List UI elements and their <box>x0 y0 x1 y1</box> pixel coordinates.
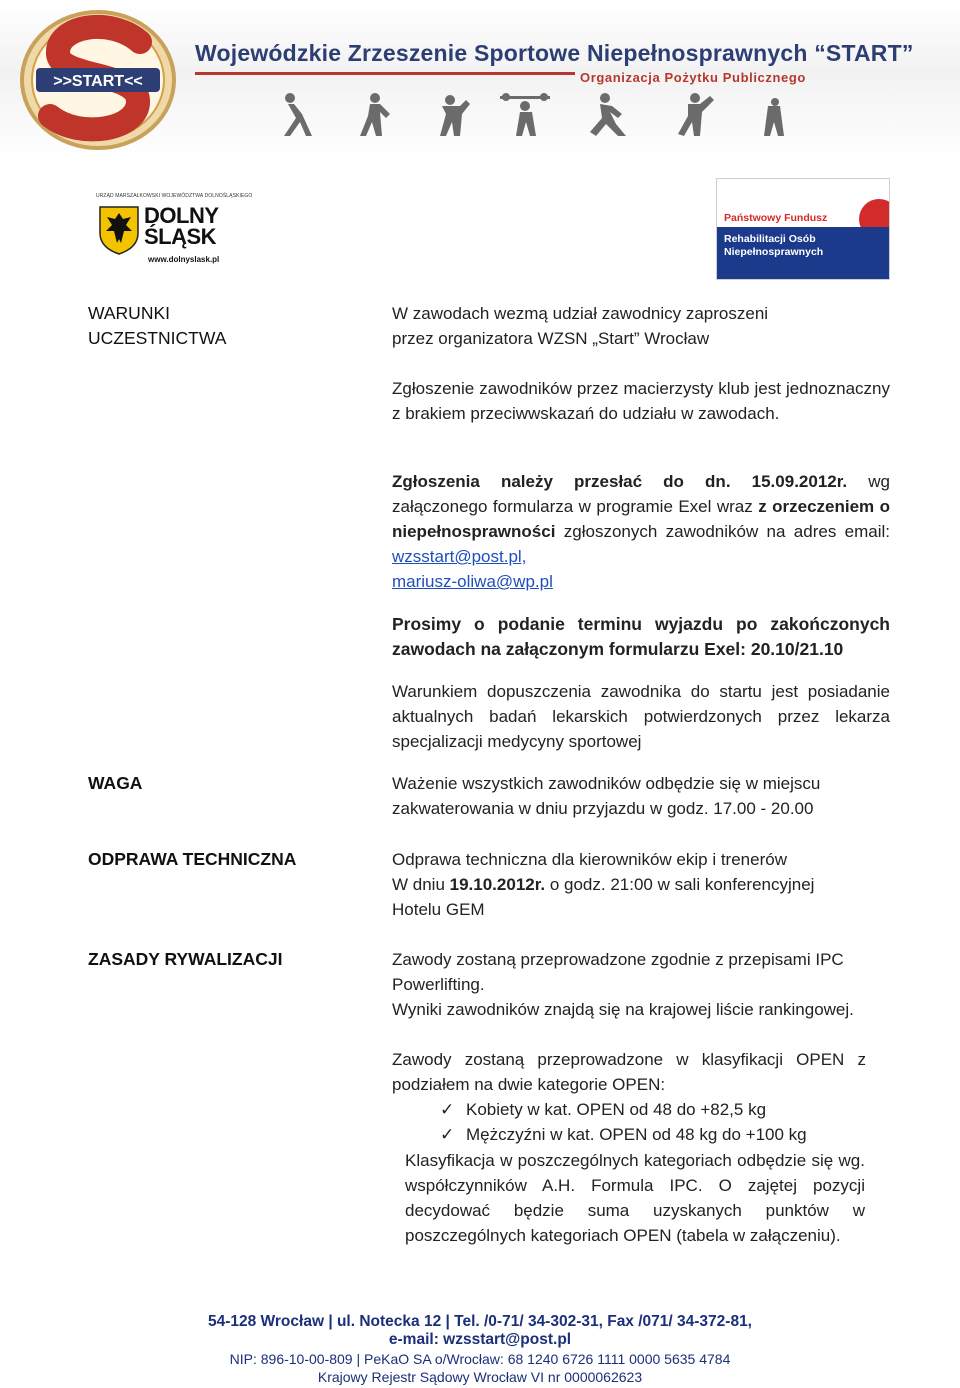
dolny-slask-line2: ŚLĄSK <box>144 224 217 249</box>
odprawa-line-1: Odprawa techniczna dla kierowników ekip i trenerów <box>392 850 787 869</box>
footer-bank: NIP: 896-10-00-809 | PeKaO SA o/Wrocław: 68 1240 6726 1111 0000 5635 4784 <box>229 1351 731 1367</box>
eagle-crest-icon <box>98 205 140 255</box>
org-subtitle: Organizacja Pożytku Publicznego <box>580 70 806 85</box>
category-women: Kobiety w kat. OPEN od 48 do +82,5 kg <box>466 1100 767 1119</box>
pfron-line3: Niepełnosprawnych <box>724 246 824 258</box>
org-title-rule <box>195 72 575 75</box>
pfron-flag-icon <box>857 179 889 227</box>
odprawa-time: o godz. 21:00 w sali konferencyjnej <box>545 875 815 894</box>
section-label-warunki <box>88 301 226 351</box>
odprawa-date: 19.10.2012r. <box>449 875 546 894</box>
list-item <box>440 1097 807 1122</box>
footer-address: 54-128 Wrocław | ul. Notecka 12 | Tel. /0-71/ 34-302-31, Fax /071/ 34-372-81, <box>207 1313 752 1330</box>
warunki-paragraph-5: Warunkiem dopuszczenia zawodnika do startu jest posiadanie aktualnych badań lekarskich potwierdzonych przez lekarza specjalizacji medycyny sportowej <box>392 682 890 751</box>
zasady-paragraph-3: Zawody zostaną przeprowadzone w klasyfikacji OPEN z podziałem na dwie kategorie OPEN: <box>392 1050 866 1094</box>
section-label-zasady: ZASADY RYWALIZACJI <box>88 949 283 969</box>
email-link-wzsstart[interactable]: wzsstart@post.pl, <box>392 547 527 566</box>
dolny-slask-logo <box>96 193 253 268</box>
email-link-oliwa[interactable]: mariusz-oliwa@wp.pl <box>392 572 553 591</box>
odprawa-paragraph <box>392 847 890 922</box>
form-text: wg załączonego formularza w programie Exel wraz <box>392 472 890 516</box>
section-label-odprawa: ODPRAWA TECHNICZNA <box>88 849 297 869</box>
dolny-slask-office: URZĄD MARSZAŁKOWSKI WOJEWÓDZTWA DOLNOŚLĄSKIEGO <box>96 193 253 199</box>
org-title: Wojewódzkie Zrzeszenie Sportowe Niepełnosprawnych “START” <box>195 40 914 66</box>
waga-paragraph: Ważenie wszystkich zawodników odbędzie się w miejscu zakwaterowania w dniu przyjazdu w godz. 17.00 - 20.00 <box>392 774 821 818</box>
zasady-paragraph-4: Klasyfikacja w poszczególnych kategoriach odbędzie się wg. współczynników A.H. Formula IPC. O zajętej pozycji decydować będzie suma uzyskanych punktów w poszczególnych kategoriach OPEN (tabela w załączeniu). <box>405 1151 865 1245</box>
odprawa-date-prefix: W dniu <box>392 875 450 894</box>
start-logo <box>18 8 180 153</box>
warunki-paragraph-3 <box>392 469 890 594</box>
start-logo-text: >>START<< <box>53 73 143 90</box>
odprawa-line-3: Hotelu GEM <box>392 900 485 919</box>
zasady-paragraph-1: Zawody zostaną przeprowadzone zgodnie z przepisami IPC Powerlifting. <box>392 950 844 994</box>
warunki-paragraph-2: Zgłoszenie zawodników przez macierzysty klub jest jednoznaczny z brakiem przeciwwskazań do udziału w zawodach. <box>392 379 890 423</box>
category-men: Mężczyźni w kat. OPEN od 48 kg do +100 kg <box>466 1125 807 1144</box>
warunki-paragraph-4: Prosimy o podanie terminu wyjazdu po zakończonych zawodach na załączonym formularzu Exel: 20.10/21.10 <box>392 614 890 659</box>
dolny-slask-name <box>144 205 219 247</box>
footer-registry: Krajowy Rejestr Sądowy Wrocław VI nr 0000062623 <box>317 1369 643 1385</box>
checkmark-icon: ✓ <box>440 1125 455 1144</box>
pfron-line1: Państwowy Fundusz <box>724 212 828 224</box>
list-item <box>440 1122 807 1147</box>
zasady-category-list <box>440 1097 807 1147</box>
warunki-paragraph-1: W zawodach wezmą udział zawodnicy zaproszeni przez organizatora WZSN „Start” Wrocław <box>392 304 769 348</box>
pfron-logo <box>716 178 890 280</box>
athletes-icons <box>270 92 790 138</box>
dolny-slask-url: www.dolnyslask.pl <box>148 255 220 264</box>
section-label-waga: WAGA <box>88 773 143 793</box>
odprawa-line-2 <box>392 872 890 897</box>
certificate-text: z orzeczeniem o niepełnosprawności <box>392 497 890 541</box>
footer-email[interactable]: e-mail: wzsstart@post.pl <box>388 1331 572 1348</box>
pfron-line2: Rehabilitacji Osób <box>724 233 816 245</box>
athlete-silhouette-icon <box>284 93 784 136</box>
dolny-slask-line1: DOLNY <box>144 203 219 228</box>
section-label-warunki-1: WARUNKI <box>88 303 170 323</box>
deadline-text: Zgłoszenia należy przesłać do dn. 15.09.2012r. <box>392 472 848 491</box>
address-text: zgłoszonych zawodników na adres email: <box>555 522 890 541</box>
zasady-paragraph-2: Wyniki zawodników znajdą się na krajowej liście rankingowej. <box>392 1000 854 1019</box>
checkmark-icon: ✓ <box>440 1100 455 1119</box>
section-label-warunki-2: UCZESTNICTWA <box>88 328 227 348</box>
